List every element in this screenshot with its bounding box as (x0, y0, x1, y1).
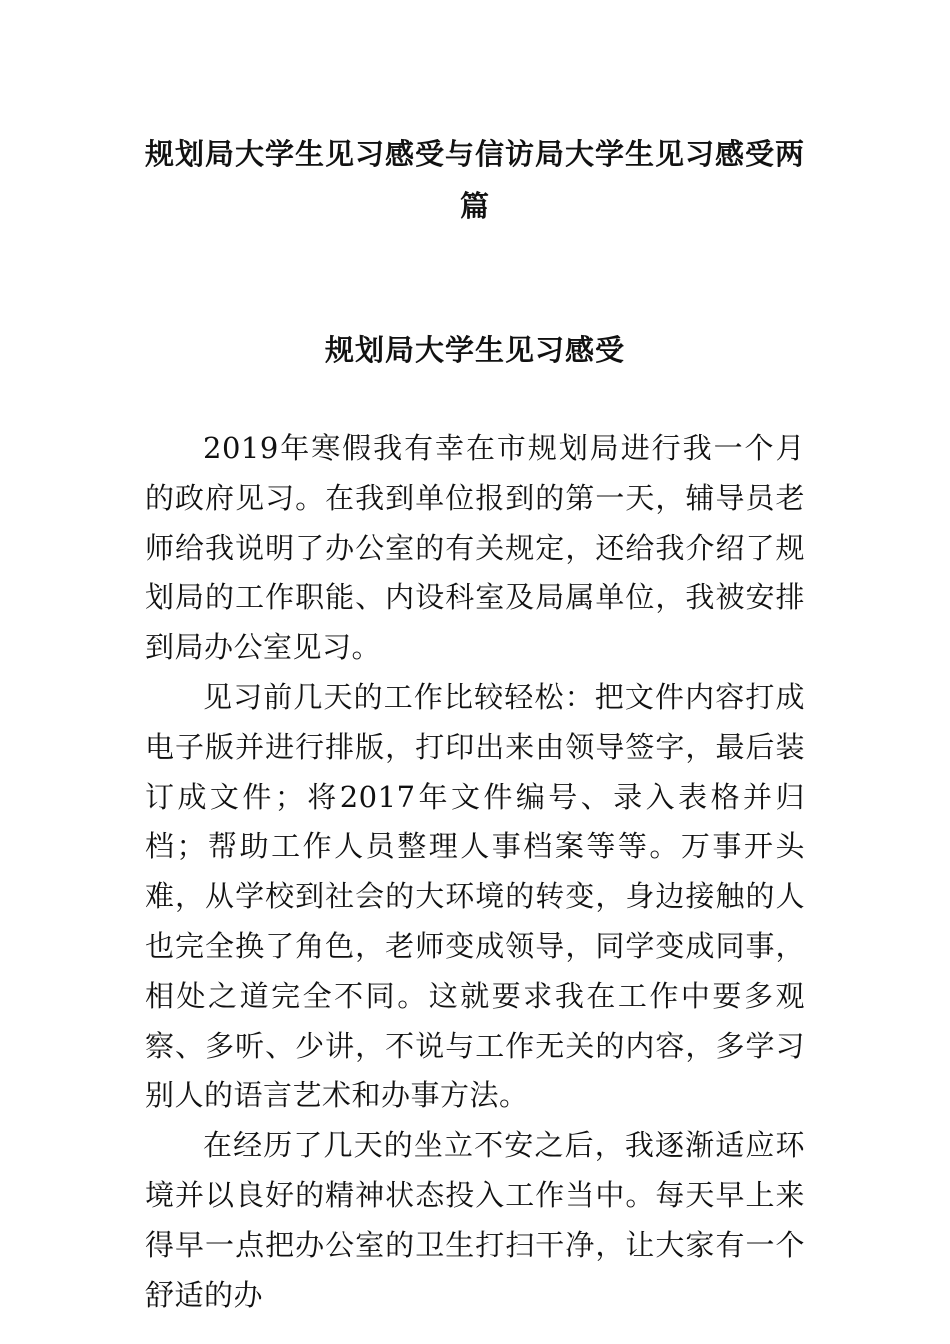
document-body (145, 424, 805, 1320)
document-title: 规划局大学生见习感受与信访局大学生见习感受两篇 (145, 137, 806, 223)
paragraph: 2019年寒假我有幸在市规划局进行我一个月的政府见习。在我到单位报到的第一天，辅导员老师给我说明了办公室的有关规定，还给我介绍了规划局的工作职能、内设科室及局属单位，我被安排到局办公室见习。 (145, 431, 805, 665)
paragraph: 在经历了几天的坐立不安之后，我逐渐适应环境并以良好的精神状态投入工作当中。每天早上来得早一点把办公室的卫生打扫干净，让大家有一个舒适的办 (145, 1128, 805, 1312)
paragraph: 见习前几天的工作比较轻松：把文件内容打成电子版并进行排版，打印出来由领导签字，最后装订成文件；将2017年文件编号、录入表格并归档；帮助工作人员整理人事档案等等。万事开头难，从学校到社会的大环境的转变，身边接触的人也完全换了角色，老师变成领导，同学变成同事，相处之道完全不同。这就要求我在工作中要多观察、多听、少讲，不说与工作无关的内容，多学习别人的语言艺术和办事方法。 (145, 679, 805, 1113)
section-title: 规划局大学生见习感受 (324, 333, 625, 367)
